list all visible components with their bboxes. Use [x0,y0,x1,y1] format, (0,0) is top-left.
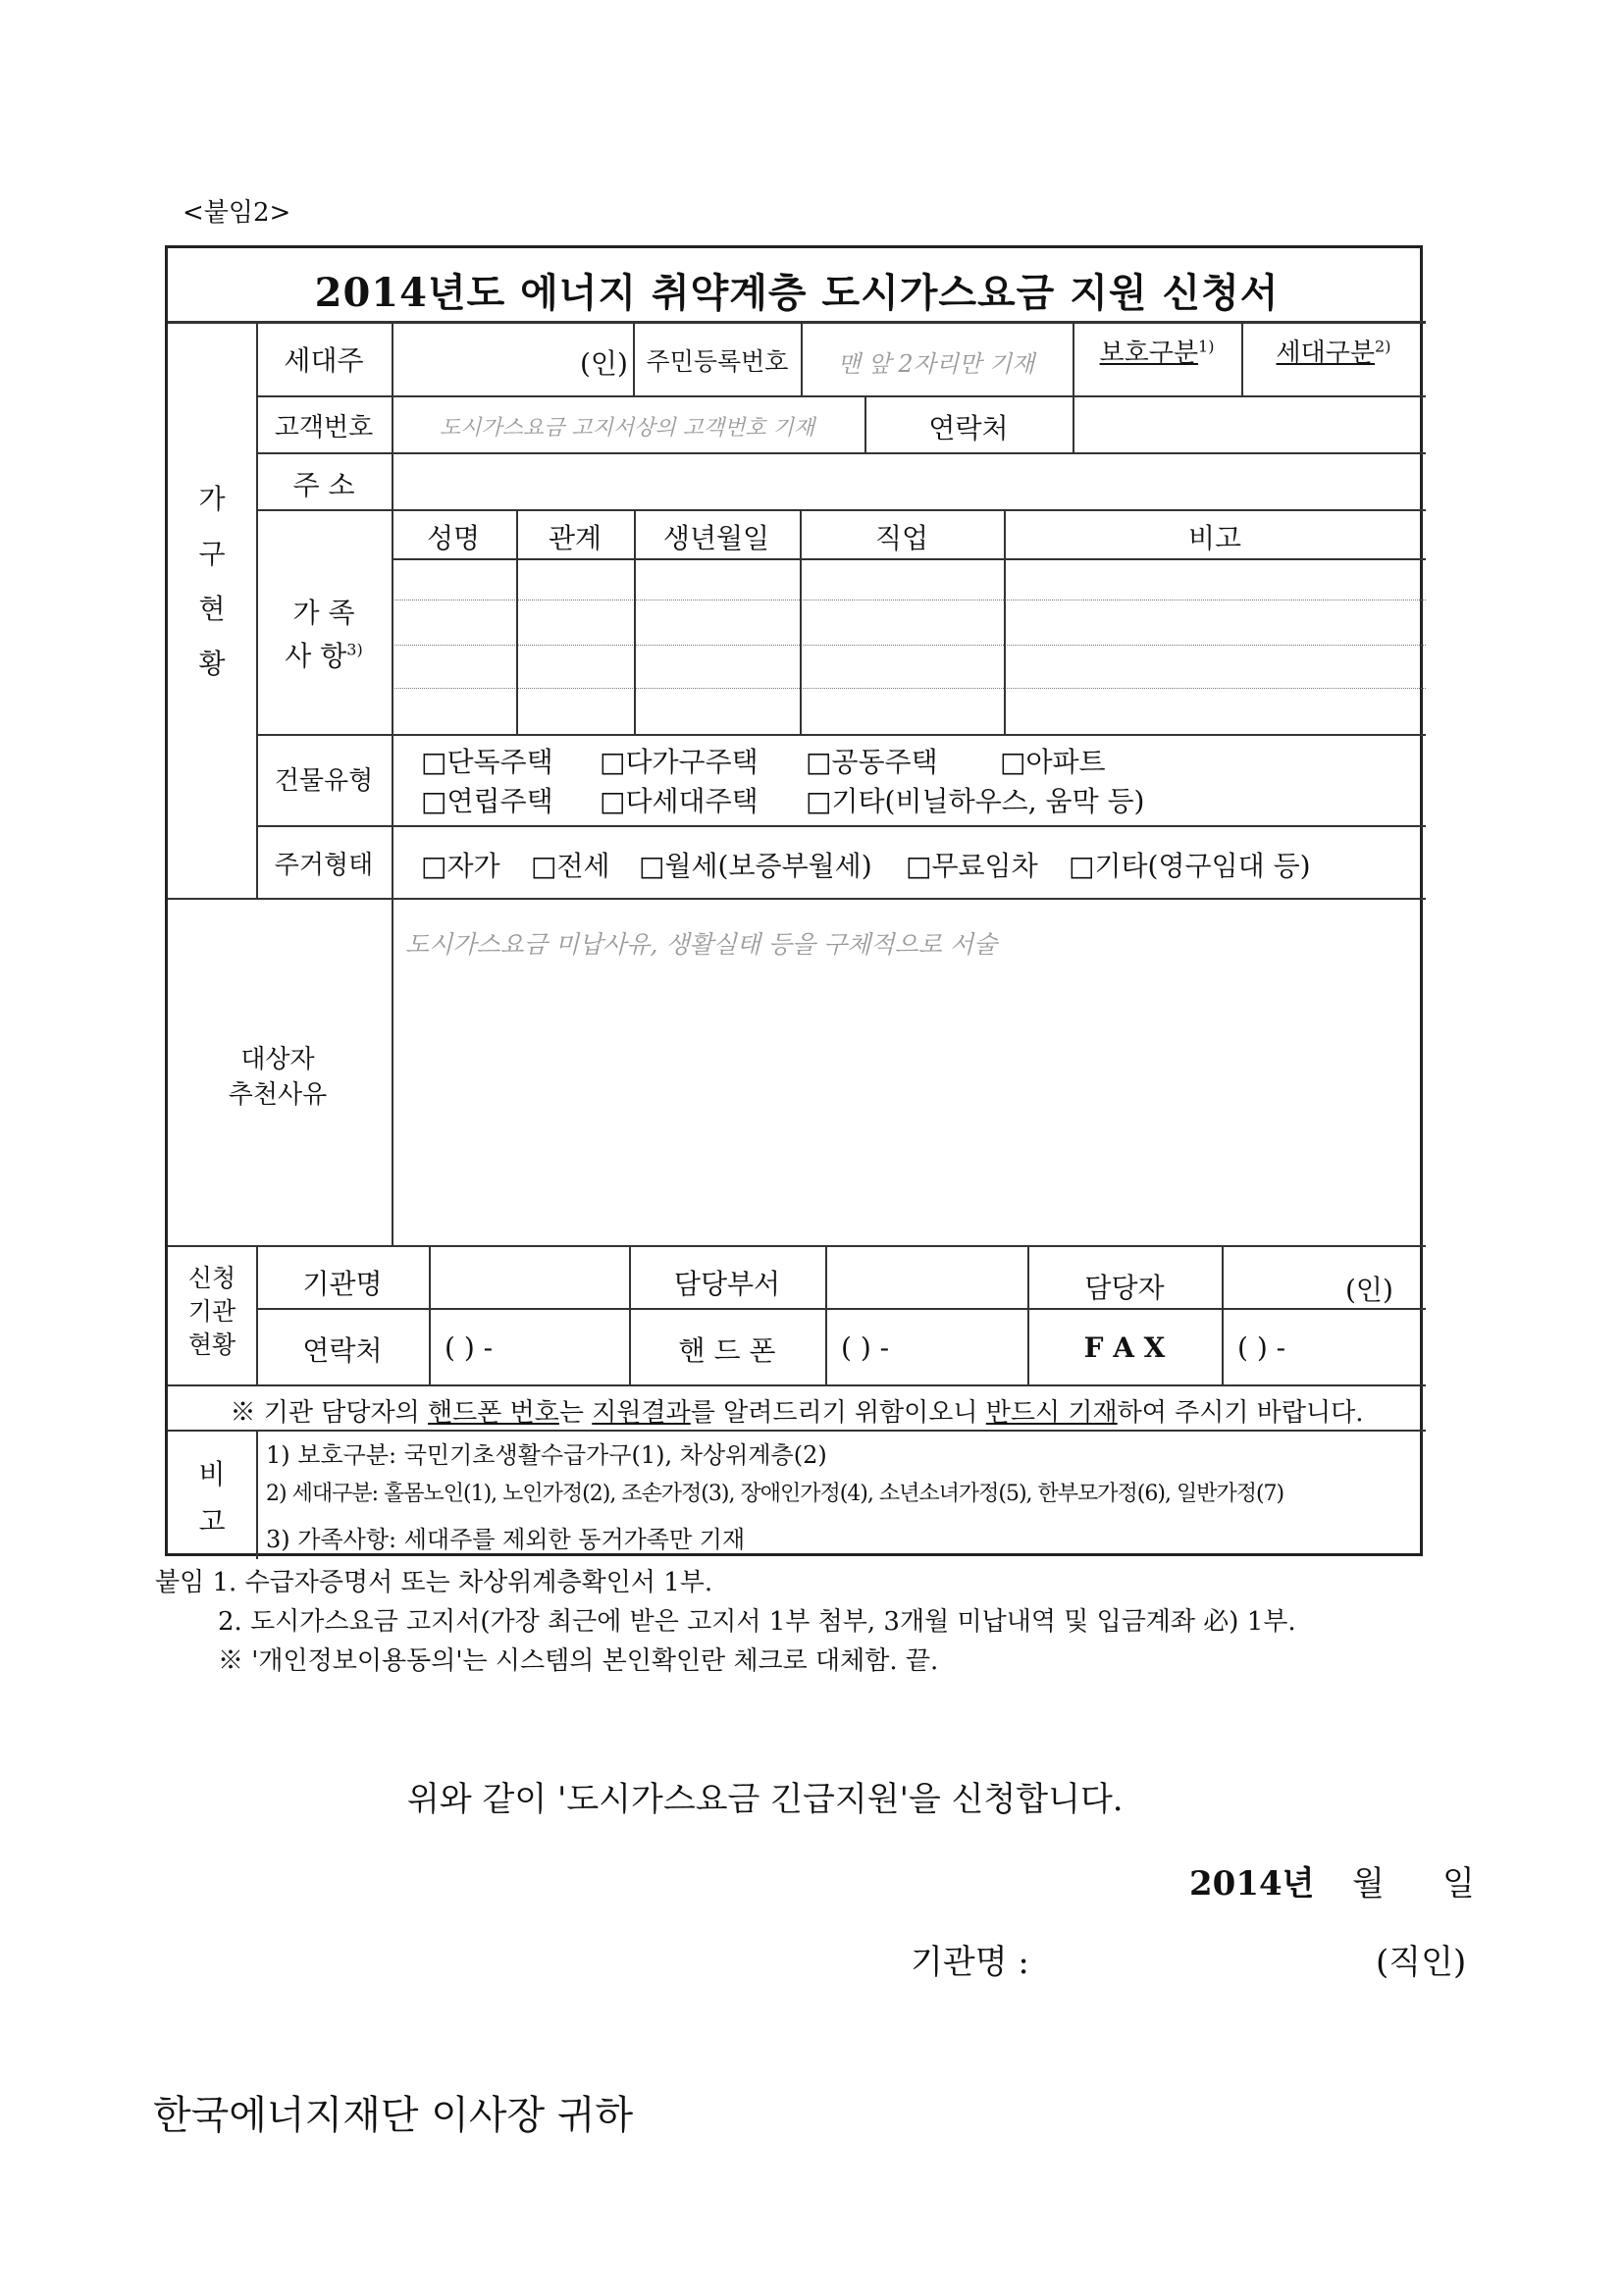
residence-option-jeonse[interactable]: □전세 [531,850,610,882]
reason-label-line2: 추천사유 [228,1080,328,1110]
signature-agency-field[interactable] [1079,1929,1364,1978]
remark-item-2: 2) 세대구분: 홀몸노인(1), 노인가정(2), 조손가정(3), 장애인가정(4), 소년소녀가정(5), 한부모가정(6), 일반가정(7) [266,1482,1284,1506]
agency-section-line3: 현황 [187,1331,236,1359]
attachment-label: <붙임2> [183,198,291,228]
family-col-name: 성명 [426,522,481,554]
date-month: 월 [1352,1864,1385,1904]
head-seal: (인) [580,347,628,380]
department-field[interactable] [827,1247,1025,1306]
building-option-row-house[interactable]: □연립주택 [421,785,553,817]
residence-option-free[interactable]: □무료임차 [906,850,1038,882]
agency-section-line2: 기관 [187,1297,236,1326]
manager-label: 담당자 [1084,1272,1165,1304]
residence-type-label: 주거형태 [274,851,374,880]
building-option-detached[interactable]: □단독주택 [421,746,553,778]
household-section-label: 가 구 현 황 [198,483,226,680]
agency-contact-label: 연락처 [302,1334,383,1367]
family-label-line2: 사 항$^{3)}$ [285,640,363,672]
reason-label-line1: 대상자 [240,1045,315,1074]
remark-item-1: 1) 보호구분: 국민기초생활수급가구(1), 차상위계층(2) [266,1441,827,1469]
signature-agency-label: 기관명 : [911,1943,1029,1982]
remark-item-3: 3) 가족사항: 세대주를 제외한 동거가족만 기재 [266,1526,746,1553]
household-type-label: 세대구분$^{2)}$ [1276,337,1391,368]
mobile-notice: ※ 기관 담당자의 핸드폰 번호는 지원결과를 알려드리기 위함이오니 반드시 기재하여 주시기 바랍니다. [230,1398,1364,1428]
family-col-relation: 관계 [548,522,602,554]
fax-field[interactable]: ( ) - [1237,1331,1286,1364]
family-table-body[interactable] [393,560,1424,732]
remarks-label-line1: 비 [198,1458,226,1490]
building-option-apartment[interactable]: □아파트 [1000,746,1106,778]
rrn-field[interactable]: 맨 앞 2자리만 기재 [837,350,1035,378]
declaration: 위와 같이 '도시가스요금 긴급지원'을 신청합니다. [407,1780,1124,1819]
household-type-field[interactable] [1243,370,1424,393]
application-form [165,245,1423,1556]
contact-field[interactable] [1074,397,1424,450]
remarks-label-line2: 고 [198,1505,226,1538]
fax-label: F A X [1083,1331,1166,1364]
date-day: 일 [1442,1864,1475,1904]
residence-option-owned[interactable]: □자가 [421,850,500,882]
customer-number-field[interactable]: 도시가스요금 고지서상의 고객번호 기재 [439,416,815,441]
rrn-label: 주민등록번호 [646,347,789,376]
agency-contact-field[interactable]: ( ) - [445,1331,494,1364]
building-option-multiplex[interactable]: □다세대주택 [600,785,759,817]
attachment-line-3: ※ '개인정보이용동의'는 시스템의 본인확인란 체크로 대체함. 끝. [218,1646,939,1676]
building-option-other[interactable]: □기타(비닐하우스, 움막 등) [806,785,1145,817]
agency-name-label: 기관명 [302,1268,383,1300]
customer-number-label: 고객번호 [274,413,374,443]
department-label: 담당부서 [673,1268,781,1300]
addressee: 한국에너지재단 이사장 귀하 [153,2093,634,2138]
attachment-line-2: 2. 도시가스요금 고지서(가장 최근에 받은 고지서 1부 첨부, 3개월 미납내역 및 입금계좌 必) 1부. [218,1607,1296,1637]
family-col-occupation: 직업 [874,522,929,554]
family-col-remarks: 비고 [1187,522,1242,554]
manager-seal: (인) [1345,1274,1393,1306]
family-col-birthdate: 생년월일 [662,522,770,554]
mobile-label: 핸 드 폰 [678,1334,776,1367]
building-type-label: 건물유형 [274,766,374,796]
family-label-line1: 가 족 [292,597,355,629]
attachment-line-1: 붙임 1. 수급자증명서 또는 차상위계층확인서 1부. [155,1568,713,1597]
building-option-multi-family[interactable]: □다가구주택 [600,746,759,778]
reason-field[interactable]: 도시가스요금 미납사유, 생활실태 등을 구체적으로 서술 [405,930,998,959]
date-year: 2014년 [1189,1864,1315,1904]
building-option-multi-unit[interactable]: □공동주택 [806,746,938,778]
address-field[interactable] [393,454,1424,507]
head-label: 세대주 [284,344,364,377]
protection-type-field[interactable] [1074,370,1239,393]
mobile-field[interactable]: ( ) - [841,1331,890,1364]
agency-name-field[interactable] [431,1247,627,1306]
protection-type-label: 보호구분$^{1)}$ [1099,337,1215,368]
residence-option-monthly[interactable]: □월세(보증부월세) [639,850,872,882]
agency-section-line1: 신청 [187,1264,236,1292]
residence-option-other[interactable]: □기타(영구임대 등) [1069,850,1311,882]
contact-label: 연락처 [928,412,1009,444]
address-label: 주 소 [292,469,355,501]
form-title: 2014년도 에너지 취약계층 도시가스요금 지원 신청서 [314,270,1280,316]
signature-seal: (직인) [1376,1943,1467,1982]
